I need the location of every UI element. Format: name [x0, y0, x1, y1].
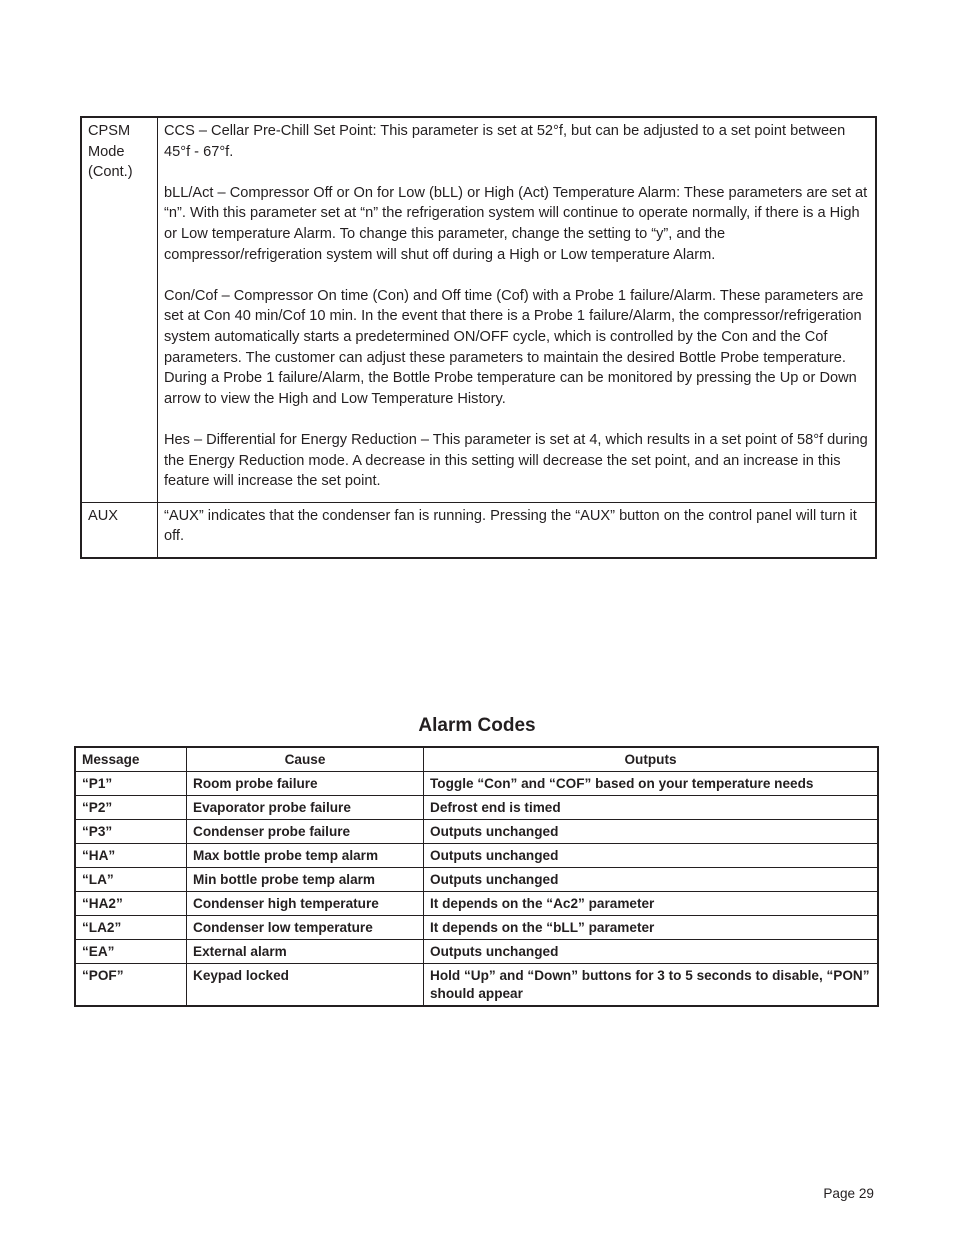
alarm-outputs: Toggle “Con” and “COF” based on your temperature needs	[424, 772, 879, 796]
alarm-message: “EA”	[75, 940, 187, 964]
alarm-cause: Evaporator probe failure	[187, 796, 424, 820]
table-row	[75, 964, 878, 1007]
alarm-message: “LA2”	[75, 916, 187, 940]
alarm-cause: Min bottle probe temp alarm	[187, 868, 424, 892]
alarm-cause: Room probe failure	[187, 772, 424, 796]
alarm-cause: Condenser low temperature	[187, 916, 424, 940]
parameter-ccs-text: CCS – Cellar Pre-Chill Set Point: This parameter is set at 52°f, but can be adjusted to a set point between 45°f - 67°f.	[164, 123, 846, 160]
parameter-description-aux	[158, 502, 877, 558]
alarm-outputs: Outputs unchanged	[424, 940, 879, 964]
table-row	[75, 940, 878, 964]
alarm-outputs: It depends on the “bLL” parameter	[424, 916, 879, 940]
alarm-message: “P3”	[75, 820, 187, 844]
alarm-message: “POF”	[75, 964, 187, 1007]
parameter-table	[80, 116, 877, 559]
parameter-description-cpsm	[158, 117, 877, 502]
header-outputs: Outputs	[424, 747, 879, 772]
alarm-codes-table	[74, 746, 879, 1007]
alarm-cause: Max bottle probe temp alarm	[187, 844, 424, 868]
parameter-aux-text: “AUX” indicates that the condenser fan is running. Pressing the “AUX” button on the control panel will turn it off.	[164, 507, 857, 545]
alarm-outputs: It depends on the “Ac2” parameter	[424, 892, 879, 916]
alarm-cause: Condenser high temperature	[187, 892, 424, 916]
alarm-outputs: Outputs unchanged	[424, 868, 879, 892]
table-row	[81, 502, 876, 558]
page-number: Page 29	[823, 1186, 874, 1201]
parameter-label-aux: AUX	[81, 502, 158, 558]
table-row	[75, 868, 878, 892]
table-row	[81, 117, 876, 502]
alarm-outputs: Hold “Up” and “Down” buttons for 3 to 5 seconds to disable, “PON” should appear	[424, 964, 879, 1007]
alarm-codes-title: Alarm Codes	[418, 715, 536, 736]
alarm-cause: External alarm	[187, 940, 424, 964]
header-cause: Cause	[187, 747, 424, 772]
alarm-message: “P1”	[75, 772, 187, 796]
alarm-message: “HA”	[75, 844, 187, 868]
header-message: Message	[75, 747, 187, 772]
parameter-label-cpsm: CPSM Mode (Cont.)	[81, 117, 158, 502]
alarm-message: “HA2”	[75, 892, 187, 916]
parameter-bll-act-text: bLL/Act – Compressor Off or On for Low (bLL) or High (Act) Temperature Alarm: These parameters are set at “n”. With this parameter set at “n” the refrigeration system will continue to operate normally, if there is a High or Low temperature Alarm. To change this parameter, change the setting to “y”, and the compressor/refrigeration system will shut off during a High or Low temperature Alarm.	[164, 184, 868, 263]
table-row	[75, 796, 878, 820]
alarm-outputs: Outputs unchanged	[424, 820, 879, 844]
parameter-hes-text: Hes – Differential for Energy Reduction – This parameter is set at 4, which results in a set point of 58°f during the Energy Reduction mode. A decrease in this setting will decrease the set point, and an increase in this feature will increase the set point.	[164, 431, 868, 490]
table-row	[75, 820, 878, 844]
alarm-cause: Condenser probe failure	[187, 820, 424, 844]
table-row	[75, 772, 878, 796]
alarm-outputs: Outputs unchanged	[424, 844, 879, 868]
table-row	[75, 916, 878, 940]
alarm-outputs: Defrost end is timed	[424, 796, 879, 820]
table-row	[75, 844, 878, 868]
alarm-message: “P2”	[75, 796, 187, 820]
alarm-message: “LA”	[75, 868, 187, 892]
table-header-row	[75, 747, 878, 772]
alarm-cause: Keypad locked	[187, 964, 424, 1007]
parameter-con-cof-text: Con/Cof – Compressor On time (Con) and Off time (Cof) with a Probe 1 failure/Alarm. These parameters are set at Con 40 min/Cof 10 min. In the event that there is a Probe 1 failure/Alarm, the compressor/refrigeration system automatically starts a predetermined ON/OFF cycle, which is controlled by the Con and the Cof parameters. The customer can adjust these parameters to maintain the desired Bottle Probe temperature. During a Probe 1 failure/Alarm, the Bottle Probe temperature can be monitored by pressing the Up or Down arrow to view the High and Low Temperature History.	[164, 287, 864, 407]
table-row	[75, 892, 878, 916]
